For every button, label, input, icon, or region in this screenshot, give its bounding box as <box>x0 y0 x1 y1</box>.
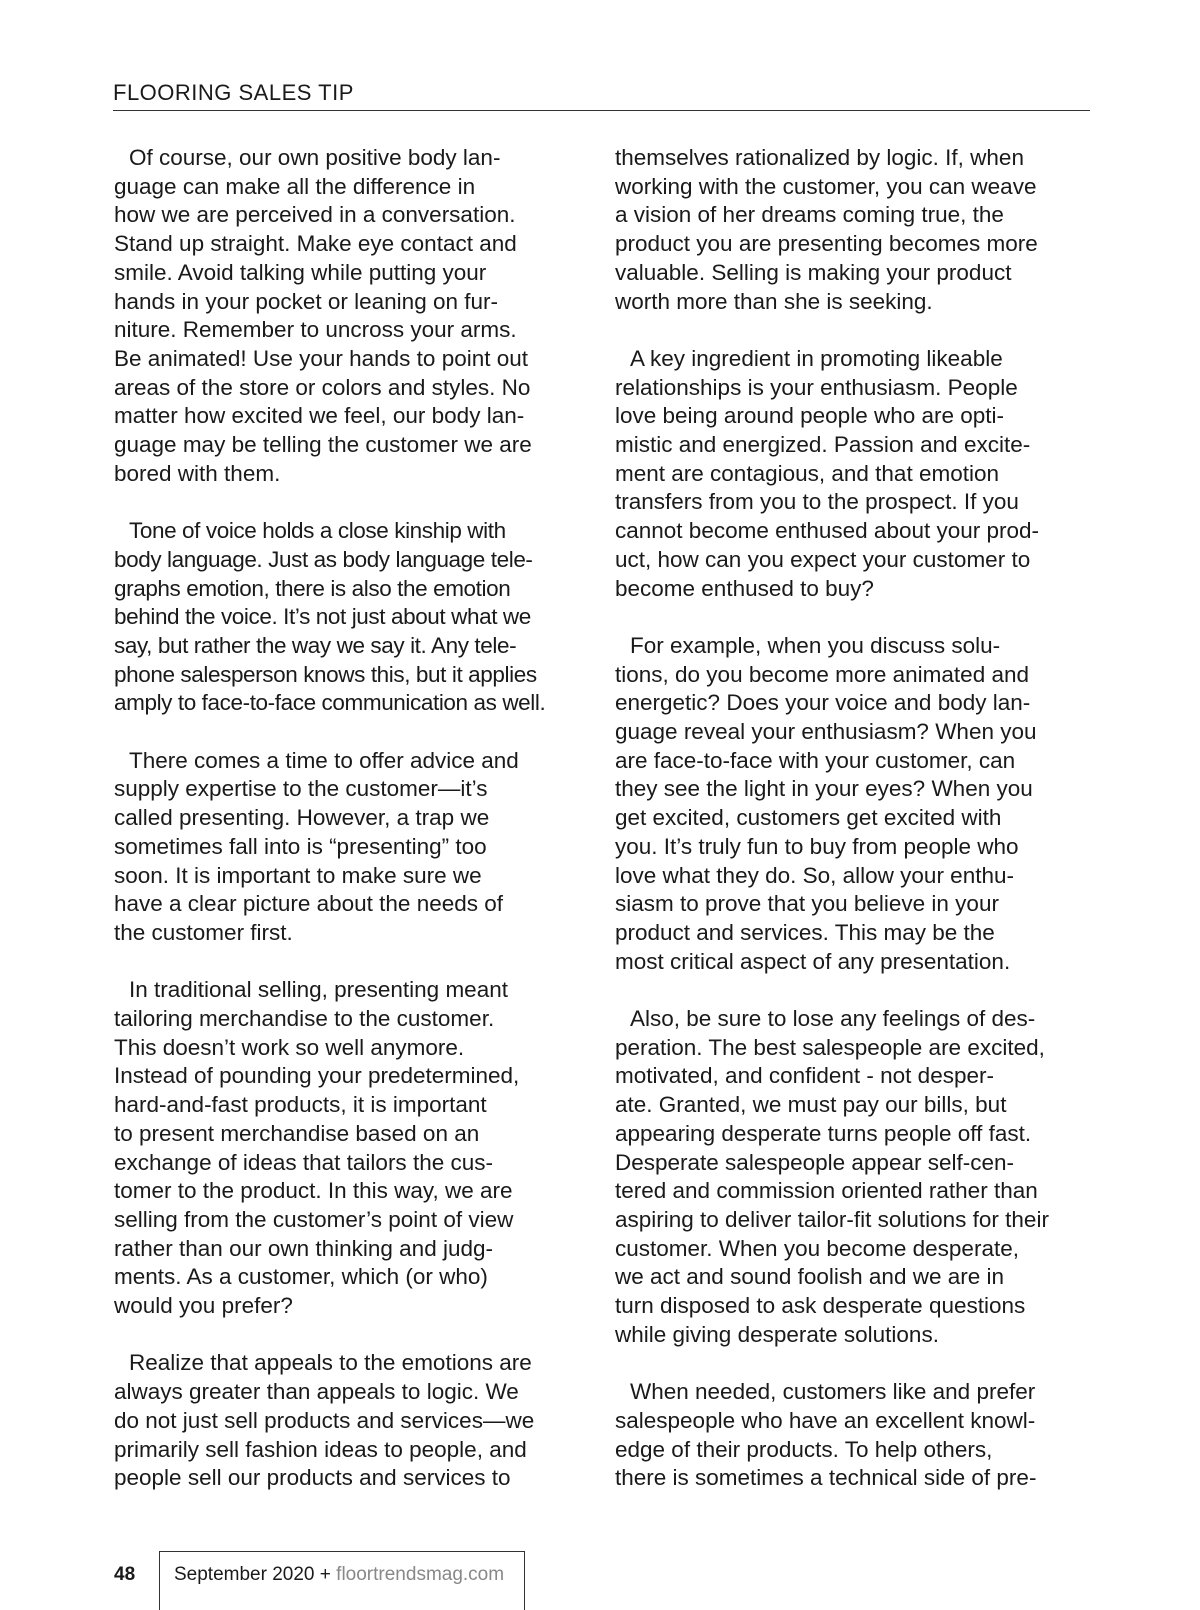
issue-date: September 2020 <box>174 1564 315 1585</box>
paragraph: Tone of voice holds a close kinship with body language. Just as body language tele- graphs emotion, there is also the emotion behind the voice. It’s not just about what we say, but rather the way we say it. Any tele- phone salesperson knows this, but it applies amply to face-to-face communication as well. <box>114 518 546 716</box>
paragraph: In traditional selling, presenting meant tailoring merchandise to the customer. This doesn’t work so well anymore. Instead of pounding your predetermined, hard-and-fast products, it is important to present merchandise based on an exchange of ideas that tailors the cus- tomer to the product. In this way, we are selling from the customer’s point of view rather than our own thinking and judg- ments. As a customer, which (or who) would you prefer? <box>114 977 520 1319</box>
right-column <box>615 144 1097 1522</box>
page-number: 48 <box>114 1564 136 1585</box>
paragraph: Of course, our own positive body lan- guage can make all the difference in how we are perceived in a conversation. Stand up straight. Make eye contact and smile. Avoid talking while putting your hands in your pocket or leaning on fur- niture. Remember to uncross your arms. Be animated! Use your hands to point out areas of the store or colors and styles. No matter how excited we feel, our body lan- guage may be telling the customer we are bored with them. <box>114 145 532 486</box>
paragraph: A key ingredient in promoting likeable relationships is your enthusiasm. People love being around people who are opti- mistic and energized. Passion and excite- ment are contagious, and that emotion transfers from you to the prospect. If you cannot become enthused about your prod- uct, how can you expect your customer to become enthused to buy? <box>615 345 1040 601</box>
separator: + <box>319 1564 331 1585</box>
paragraph: For example, when you discuss solu- tions, do you become more animated and energetic? Does your voice and body lan- guage reveal your enthusiasm? When you are face-to-face with your customer, can they see the light in your eyes? When you get excited, customers get excited with you. It’s truly fun to buy from people who love what they do. So, allow your enthu- siasm to prove that you believe in your product and services. This may be the most critical aspect of any presentation. <box>615 632 1037 974</box>
paragraph: Also, be sure to lose any feelings of des- peration. The best salespeople are excited, motivated, and confident - not desper- ate. Granted, we must pay our bills, but appearing desperate turns people off fast. Desperate salespeople appear self-cen- tered and commission oriented rather than aspiring to deliver tailor-fit solutions for their customer. When you become desperate, we act and sound foolish and we are in turn disposed to ask desperate questions while giving desperate solutions. <box>615 1006 1049 1347</box>
footer-issue-box <box>159 1551 525 1610</box>
paragraph-continued: themselves rationalized by logic. If, when working with the customer, you can weave a vision of her dreams coming true, the product you are presenting becomes more valuable. Selling is making your product worth more than she is seeking. <box>615 145 1038 314</box>
website-link[interactable]: floortrendsmag.com <box>336 1564 505 1585</box>
paragraph: When needed, customers like and prefer salespeople who have an excellent knowl- edge of their products. To help others, there is sometimes a technical side of pre- <box>615 1379 1037 1491</box>
paragraph: There comes a time to offer advice and supply expertise to the customer—it’s called presenting. However, a trap we sometimes fall into is “presenting” too soon. It is important to make sure we have a clear picture about the needs of the customer first. <box>114 747 519 945</box>
section-header: FLOORING SALES TIP <box>113 80 1090 111</box>
paragraph: Realize that appeals to the emotions are always greater than appeals to logic. We do not just sell products and services—we primarily sell fashion ideas to people, and people sell our products and services to <box>114 1350 535 1491</box>
left-column <box>114 144 596 1522</box>
